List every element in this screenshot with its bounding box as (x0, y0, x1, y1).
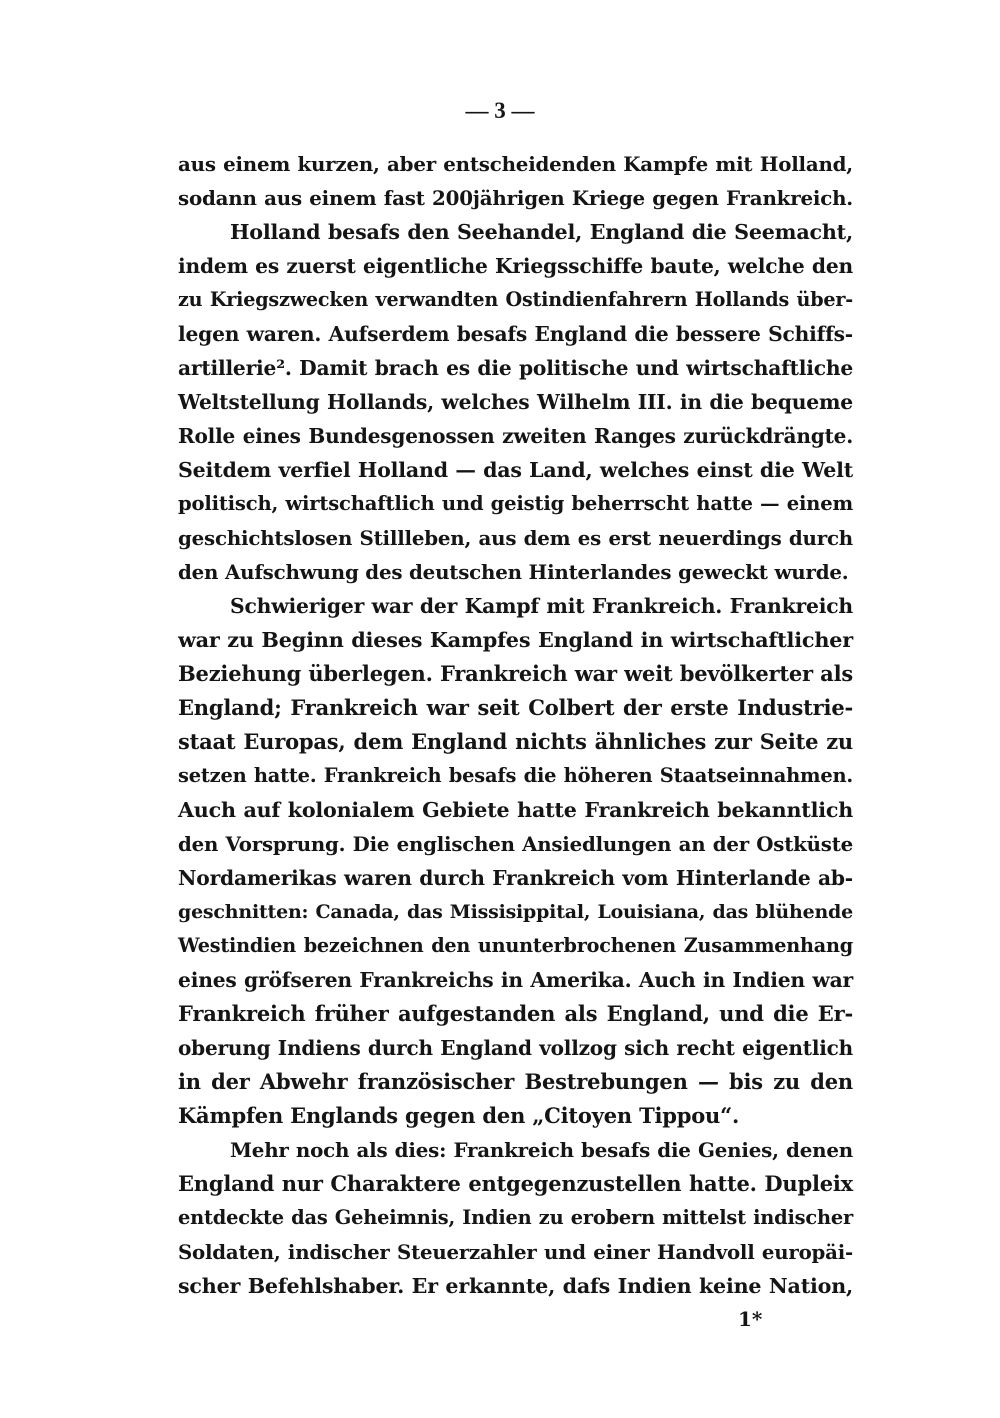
text-line: England nur Charaktere entgegenzustellen hatte. Dupleix (178, 1171, 853, 1196)
text-line: Schwieriger war der Kampf mit Frankreich. Frankreich (230, 594, 853, 618)
text-line: legen waren. Aufserdem besafs England die bessere Schiffs- (178, 322, 853, 346)
text-line: politisch, wirtschaftlich und geistig beherrscht hatte — einem (178, 492, 853, 515)
text-line: Holland besafs den Seehandel, England die Seemacht, (230, 220, 853, 244)
text-line: Westindien bezeichnen den ununterbrochenen Zusammenhang (178, 934, 853, 957)
text-line: setzen hatte. Frankreich besafs die höheren Staatseinnahmen. (178, 764, 853, 787)
text-line: geschichtslosen Stillleben, aus dem es erst neuerdings durch (178, 526, 853, 550)
text-line: Kämpfen Englands gegen den „Citoyen Tippou“. (178, 1103, 740, 1128)
text-line: war zu Beginn dieses Kampfes England in wirtschaftlicher (178, 627, 853, 652)
text-line: staat Europas, dem England nichts ähnliches zur Seite zu (178, 729, 853, 754)
body-text (178, 147, 853, 1303)
text-line: Weltstellung Hollands, welches Wilhelm III. in die bequeme (178, 390, 853, 414)
text-line: Beziehung überlegen. Frankreich war weit bevölkerter als (178, 661, 853, 686)
text-line: eines gröfseren Frankreichs in Amerika. Auch in Indien war (178, 968, 853, 992)
text-line: Frankreich früher aufgestanden als England, und die Er- (178, 1001, 853, 1026)
text-line: scher Befehlshaber. Er erkannte, dafs Indien keine Nation, (178, 1274, 853, 1298)
signature-mark: 1* (738, 1307, 763, 1331)
text-line: Rolle eines Bundesgenossen zweiten Ranges zurückdrängte. (178, 424, 853, 448)
text-line: Mehr noch als dies: Frankreich besafs die Genies, denen (230, 1138, 853, 1162)
text-line: Soldaten, indischer Steuerzahler und einer Handvoll europäi- (178, 1240, 853, 1264)
text-line: England; Frankreich war seit Colbert der erste Industrie- (178, 695, 853, 720)
text-line: oberung Indiens durch England vollzog sich recht eigentlich (178, 1036, 853, 1060)
text-line: indem es zuerst eigentliche Kriegsschiffe baute, welche den (178, 254, 853, 278)
text-line: artillerie². Damit brach es die politische und wirtschaftliche (178, 356, 853, 380)
text-line: Seitdem verfiel Holland — das Land, welches einst die Welt (178, 458, 853, 482)
text-line: den Aufschwung des deutschen Hinterlandes geweckt wurde. (178, 560, 849, 584)
text-line: entdeckte das Geheimnis, Indien zu erobern mittelst indischer (178, 1206, 853, 1229)
text-line: Nordamerikas waren durch Frankreich vom Hinterlande ab- (178, 866, 853, 890)
text-line: geschnitten: Canada, das Missisippital, Louisiana, das blühende (178, 901, 853, 923)
text-line: in der Abwehr französischer Bestrebungen — bis zu den (178, 1069, 853, 1094)
text-line: sodann aus einem fast 200jährigen Kriege gegen Frankreich. (178, 186, 853, 210)
text-line: den Vorsprung. Die englischen Ansiedlungen an der Ostküste (178, 832, 853, 856)
text-line: zu Kriegszwecken verwandten Ostindienfahrern Hollands über- (178, 288, 853, 311)
page-number: — 3 — (465, 98, 535, 123)
text-line: Auch auf kolonialem Gebiete hatte Frankreich bekanntlich (178, 798, 853, 822)
text-line: aus einem kurzen, aber entscheidenden Kampfe mit Holland, (178, 152, 853, 176)
